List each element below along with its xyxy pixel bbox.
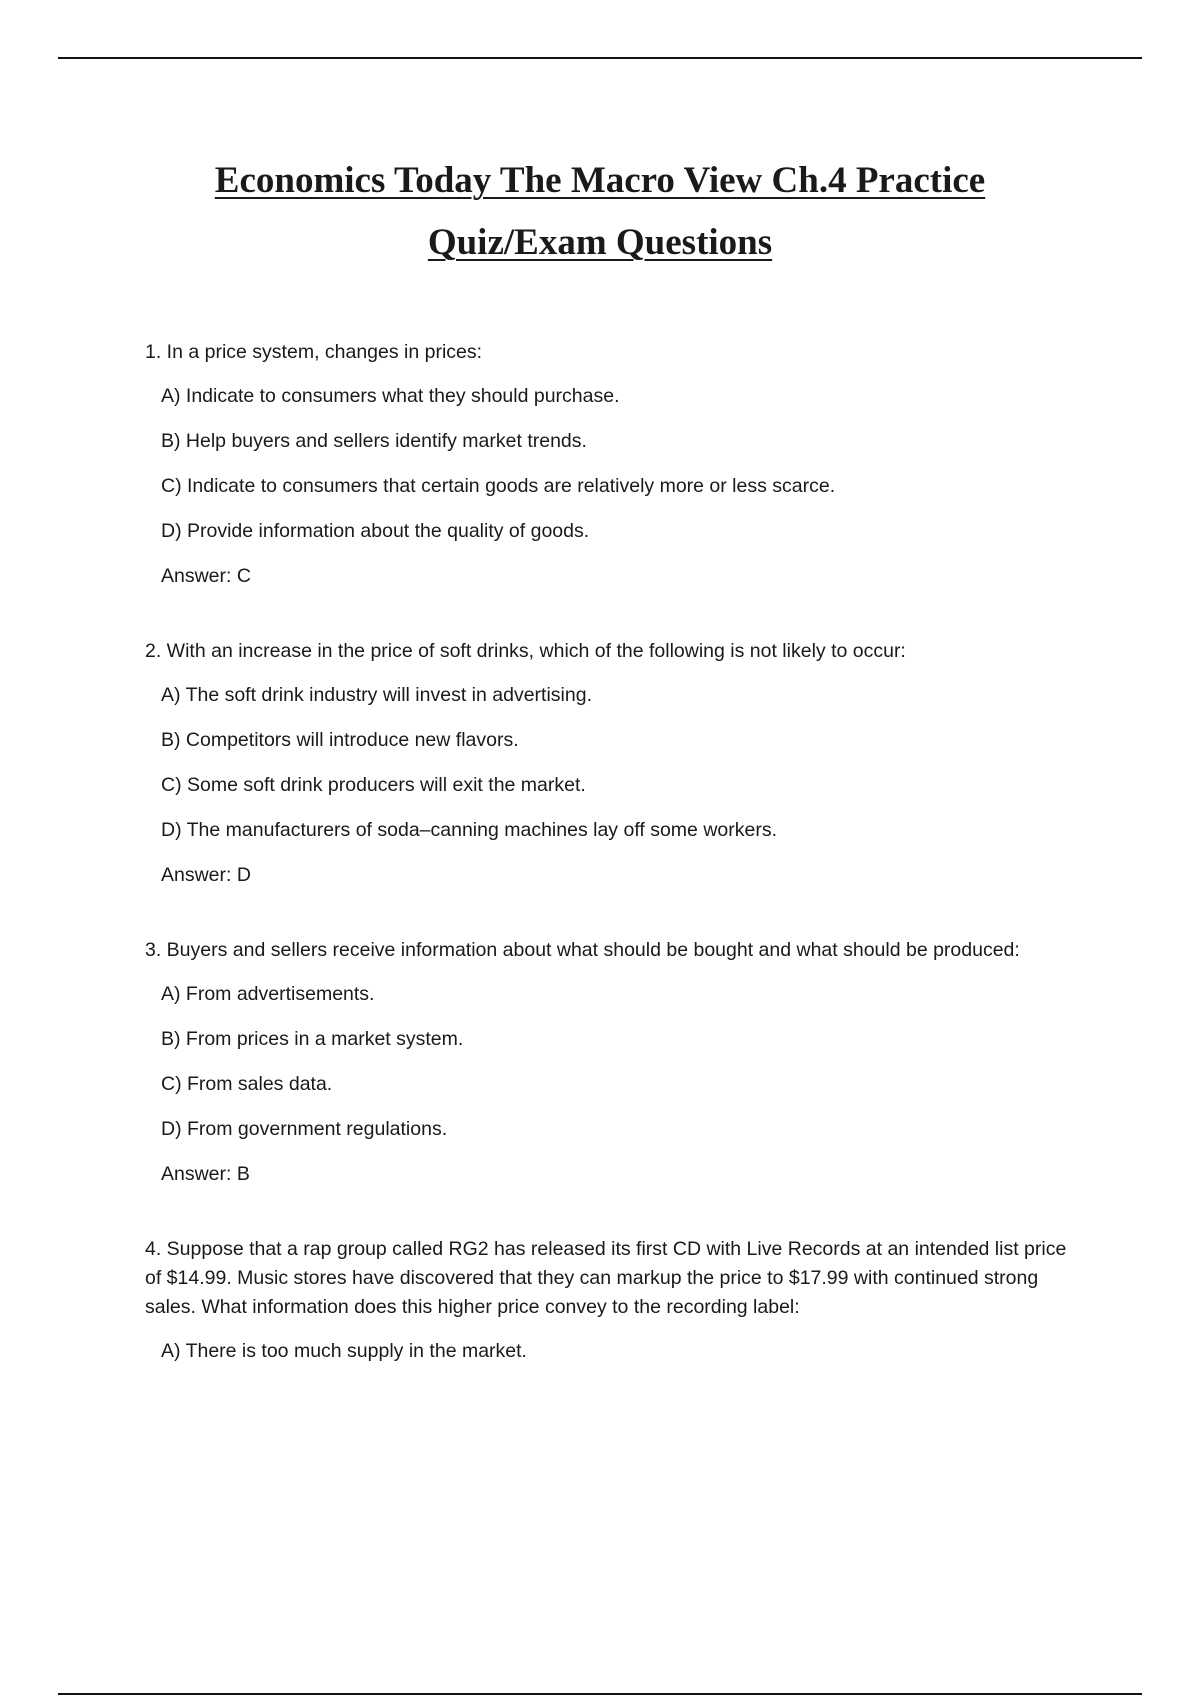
option-c: C) Indicate to consumers that certain goods are relatively more or less scarce. <box>161 475 836 497</box>
question-stem: 1. In a price system, changes in prices: <box>145 341 483 363</box>
question-4 <box>145 1235 1085 1366</box>
answer-key: Answer: D <box>161 864 251 886</box>
option-d: D) The manufacturers of soda–canning machines lay off some workers. <box>161 819 777 841</box>
question-stem: 4. Suppose that a rap group called RG2 has released its first CD with Live Records at an intended list price of $14.99. Music stores have discovered that they can markup the price to $17.99 with continued strong sales. What information does this higher price convey to the recording label: <box>145 1238 1067 1318</box>
bottom-rule <box>58 1693 1142 1695</box>
top-rule <box>58 57 1142 59</box>
option-a: A) There is too much supply in the market. <box>161 1340 527 1362</box>
answer-key: Answer: B <box>161 1163 250 1185</box>
title-line-2: Quiz/Exam Questions <box>427 222 773 263</box>
option-b: B) From prices in a market system. <box>161 1028 464 1050</box>
title-line-1: Economics Today The Macro View Ch.4 Practice <box>214 160 986 201</box>
option-d: D) From government regulations. <box>161 1118 448 1140</box>
option-a: A) Indicate to consumers what they should purchase. <box>161 385 620 407</box>
question-3 <box>145 936 1085 1189</box>
option-b: B) Help buyers and sellers identify market trends. <box>161 430 587 452</box>
question-stem: 2. With an increase in the price of soft drinks, which of the following is not likely to occur: <box>145 640 906 662</box>
question-2 <box>145 637 1085 890</box>
answer-key: Answer: C <box>161 565 251 587</box>
option-a: A) From advertisements. <box>161 983 375 1005</box>
option-b: B) Competitors will introduce new flavors. <box>161 729 519 751</box>
question-list <box>145 338 1085 1412</box>
option-d: D) Provide information about the quality of goods. <box>161 520 590 542</box>
option-c: C) Some soft drink producers will exit the market. <box>161 774 586 796</box>
option-a: A) The soft drink industry will invest in advertising. <box>161 684 592 706</box>
document-title <box>0 150 1200 274</box>
question-stem: 3. Buyers and sellers receive information about what should be bought and what should be produced: <box>145 939 1020 961</box>
option-c: C) From sales data. <box>161 1073 333 1095</box>
question-1 <box>145 338 1085 591</box>
